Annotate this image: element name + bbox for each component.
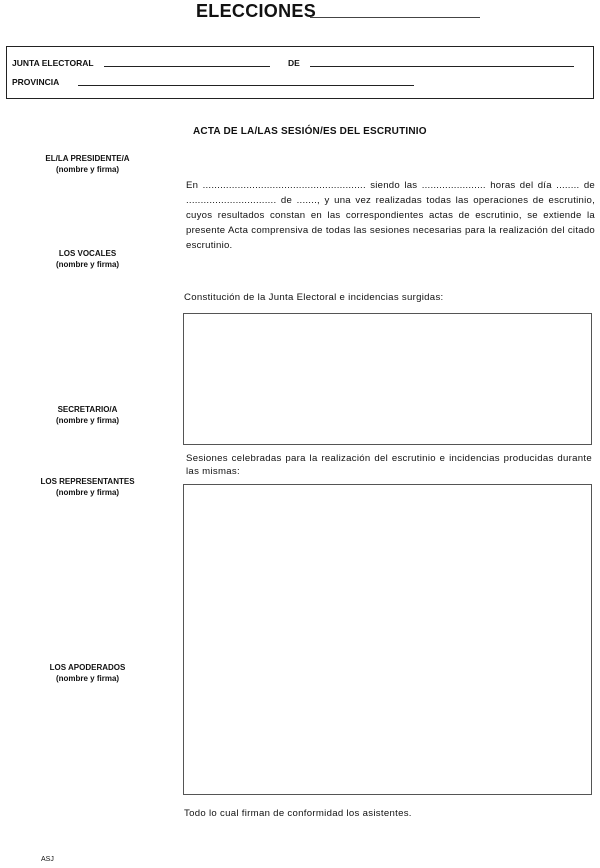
vocales-note: (nombre y firma) [55, 260, 120, 269]
signature-representantes [20, 476, 155, 498]
sesiones-textbox[interactable] [183, 484, 592, 795]
apoderados-note: (nombre y firma) [55, 674, 120, 683]
secretario-role: SECRETARIO/A [57, 405, 118, 414]
junta-electoral-label: JUNTA ELECTORAL [12, 58, 94, 68]
representantes-note: (nombre y firma) [55, 488, 120, 497]
de-field[interactable] [310, 66, 574, 67]
representantes-role: LOS REPRESENTANTES [40, 477, 135, 486]
intro-paragraph: En ........................................................ siendo las ...................... horas del día ........ de ............................... de ......., y una vez realizadas todas las operaciones de escrutinio, cuyos resultados constan en las correspondientes actas de escrutinio, se extiende la presente Acta comprensiva de todas las sesiones necesarias para la realización del citado escrutinio. [186, 180, 595, 251]
form-code: ASJ [41, 856, 54, 863]
junta-electoral-field[interactable] [104, 66, 270, 67]
document-title: ELECCIONES [196, 1, 317, 21]
header-box [6, 46, 594, 99]
provincia-label: PROVINCIA [12, 77, 60, 87]
presidente-role: EL/LA PRESIDENTE/A [45, 154, 130, 163]
provincia-field[interactable] [78, 85, 414, 86]
signature-presidente [20, 153, 155, 175]
vocales-role: LOS VOCALES [58, 249, 117, 258]
constitucion-textbox[interactable] [183, 313, 592, 445]
section-title: ACTA DE LA/LAS SESIÓN/ES DEL ESCRUTINIO [193, 126, 427, 137]
constitucion-label: Constitución de la Junta Electoral e incidencias surgidas: [184, 292, 444, 303]
signature-apoderados [20, 662, 155, 684]
apoderados-role: LOS APODERADOS [49, 663, 126, 672]
presidente-note: (nombre y firma) [55, 165, 120, 174]
elecciones-field[interactable] [310, 17, 480, 18]
secretario-note: (nombre y firma) [55, 416, 120, 425]
sesiones-label: Sesiones celebradas para la realización del escrutinio e incidencias producidas durante las mismas: [186, 453, 592, 477]
closing-text: Todo lo cual firman de conformidad los asistentes. [184, 808, 412, 819]
signature-vocales [20, 248, 155, 270]
signature-secretario [20, 404, 155, 426]
de-label: DE [288, 58, 300, 68]
